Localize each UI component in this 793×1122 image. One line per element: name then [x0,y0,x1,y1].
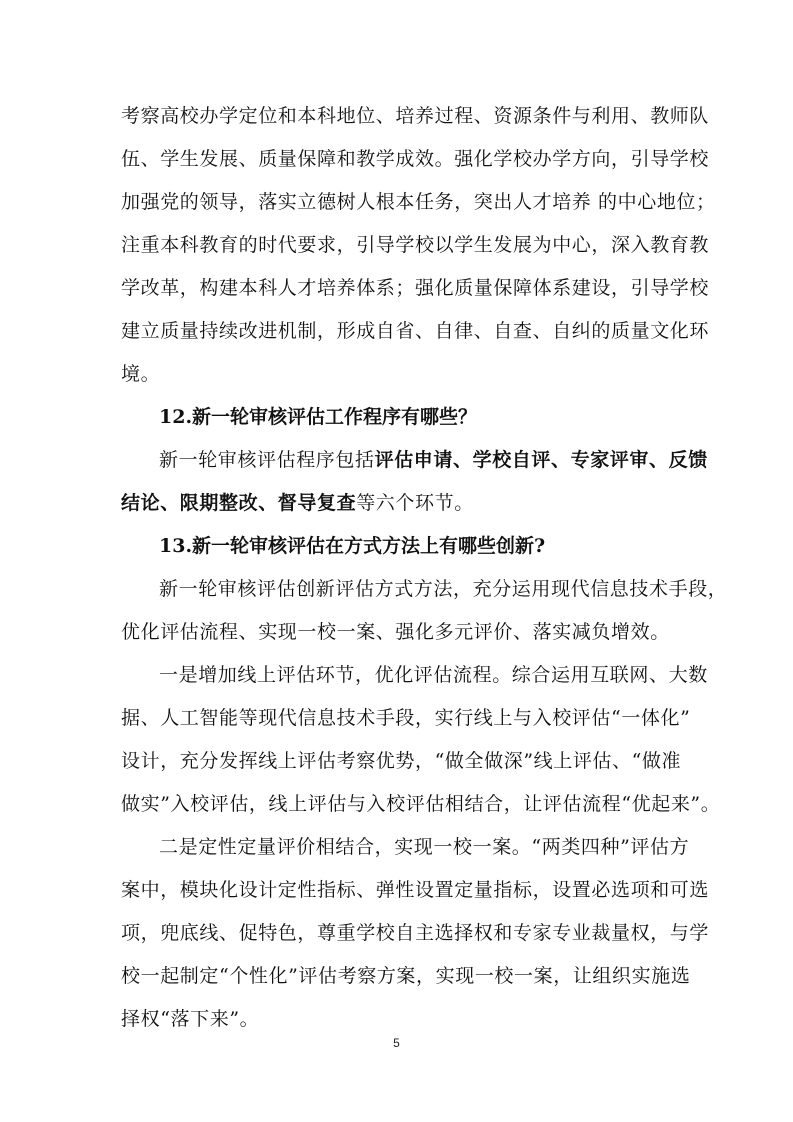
paragraph-line: 建立质量持续改进机制，形成自省、自律、自查、自纠的质量文化环 [121,320,710,342]
paragraph-line: 加强党的领导，落实立德树人根本任务，突出人才培养 的中心地位； [121,191,716,213]
q12-answer-line-2 [121,491,474,515]
q12-answer-suffix: 等六个环节。 [356,492,474,514]
paragraph-line: 学改革，构建本科人才培养体系；强化质量保障体系建设，引导学校 [121,277,710,299]
q13-point2-line: 择权“落下来”。 [121,1008,260,1030]
q13-intro-line: 新一轮审核评估创新评估方式方法，充分运用现代信息技术手段， [159,578,728,600]
q13-point2-line: 项，兜底线、促特色，尊重学校自主选择权和专家专业裁量权，与学 [121,922,710,944]
q12-answer-prefix: 新一轮审核评估程序包括 [159,449,375,471]
q13-point2-line: 案中，模块化设计定性指标、弹性设置定量指标，设置必选项和可选 [121,879,710,901]
page-number: 5 [393,1036,400,1050]
paragraph-line: 伍、学生发展、质量保障和教学成效。强化学校办学方向，引导学校 [121,148,710,170]
q13-intro-line: 优化评估流程、实现一校一案、强化多元评价、落实减负增效。 [121,621,670,643]
paragraph-line: 注重本科教育的时代要求，引导学校以学生发展为中心，深入教育教 [121,234,710,256]
paragraph-line: 考察高校办学定位和本科地位、培养过程、资源条件与利用、教师队 [121,105,710,127]
q12-answer-steps-part1: 评估申请、学校自评、专家评审、反馈 [374,449,708,471]
q12-answer-line-1 [159,448,708,472]
q13-point2-line: 二是定性定量评价相结合，实现一校一案。“两类四种”评估方 [159,836,690,858]
q13-point1-line: 做实”入校评估，线上评估与入校评估相结合，让评估流程“优起来”。 [121,793,721,815]
q13-point1-line: 据、人工智能等现代信息技术手段，实行线上与入校评估“一体化” [121,707,691,729]
q13-point1-line: 设计，充分发挥线上评估考察优势，“做全做深”线上评估、“做准 [121,750,682,772]
question-12-heading: 12.新一轮审核评估工作程序有哪些？ [159,406,478,428]
q13-point2-line: 校一起制定“个性化”评估考察方案，实现一校一案，让组织实施选 [121,965,691,987]
q12-answer-steps-part2: 结论、限期整改、督导复查 [121,492,357,514]
paragraph-line: 境。 [121,363,161,385]
q13-point1-line: 一是增加线上评估环节，优化评估流程。综合运用互联网、大数 [159,664,708,686]
question-13-heading: 13.新一轮审核评估在方式方法上有哪些创新? [159,535,546,557]
